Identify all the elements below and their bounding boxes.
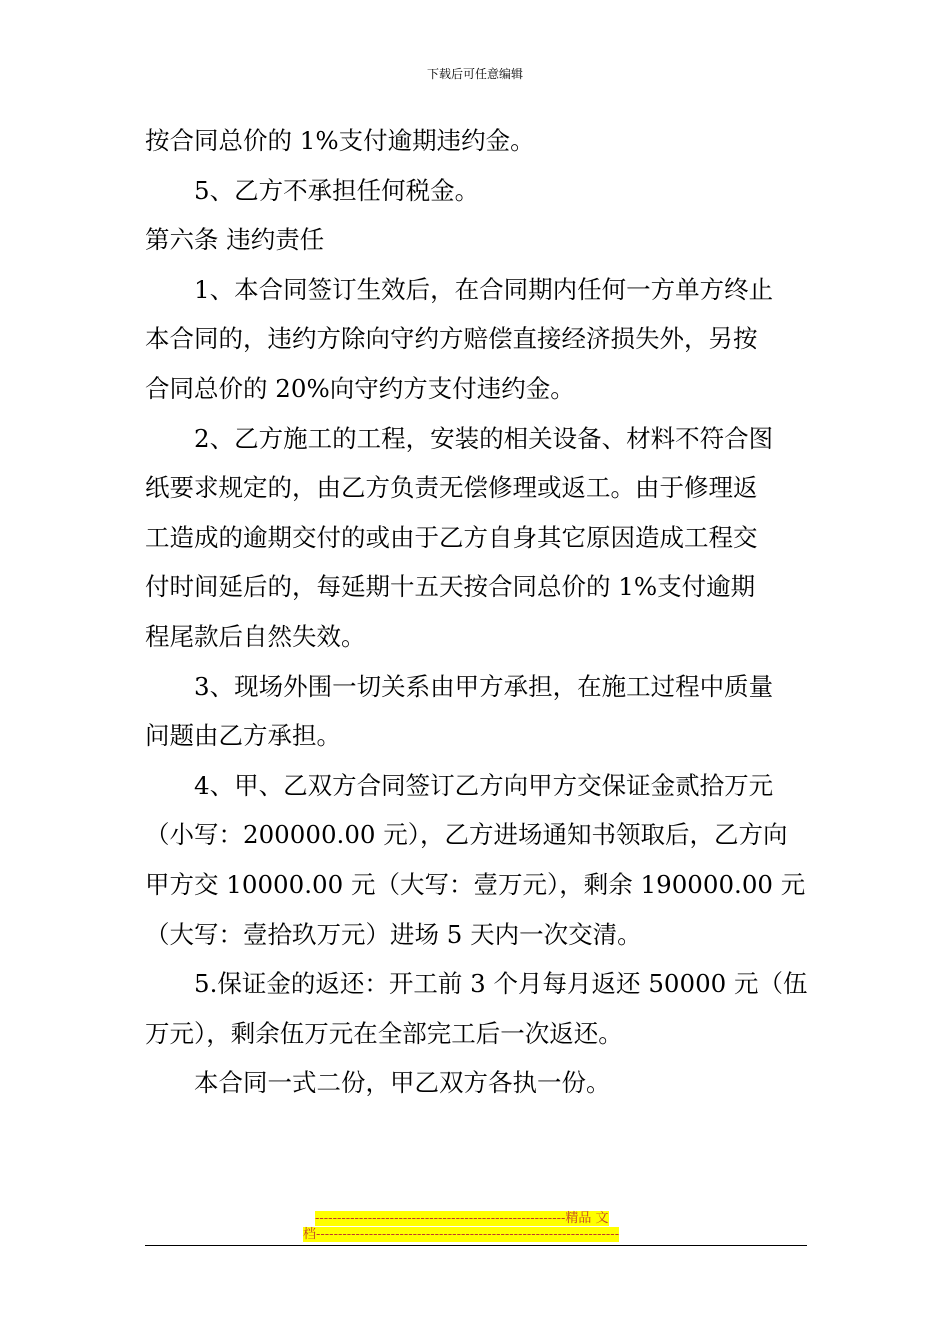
text-line: 工造成的逾期交付的或由于乙方自身其它原因造成工程交 (145, 522, 758, 552)
text-line: 第六条 违约责任 (145, 225, 325, 255)
footer-watermark-line-2: 档--------------------------------------------------------------------- (303, 1227, 620, 1242)
text-line: 按合同总价的 1%支付逾期违约金。 (145, 126, 535, 155)
text-line: 问题由乙方承担。 (145, 721, 341, 751)
text-line: （小写：200000.00 元），乙方进场通知书领取后，乙方向 (145, 820, 788, 850)
text-line: （大写：壹拾玖万元）进场 5 天内一次交清。 (145, 919, 642, 949)
page-header: 下载后可任意编辑 (426, 67, 523, 81)
contract-body (145, 116, 807, 1108)
text-line: 万元），剩余伍万元在全部完工后一次返还。 (145, 1018, 623, 1048)
text-line: 2、乙方施工的工程，安装的相关设备、材料不符合图 (194, 423, 774, 453)
text-line: 纸要求规定的，由乙方负责无偿修理或返工。由于修理返 (145, 473, 758, 503)
text-line: 合同总价的 20%向守约方支付违约金。 (145, 373, 575, 403)
text-line: 5、乙方不承担任何税金。 (194, 175, 480, 205)
text-line: 付时间延后的，每延期十五天按合同总价的 1%支付逾期 (145, 572, 756, 602)
footer-watermark-line-1: ---------------------------------------------------------精品 文 (315, 1211, 609, 1226)
footer-divider (145, 1245, 807, 1246)
text-line: 本合同一式二份，甲乙双方各执一份。 (194, 1068, 611, 1098)
text-line: 3、现场外围一切关系由甲方承担，在施工过程中质量 (194, 671, 774, 701)
text-line: 本合同的，违约方除向守约方赔偿直接经济损失外，另按 (145, 324, 758, 354)
text-line: 程尾款后自然失效。 (145, 621, 366, 651)
text-line: 5.保证金的返还：开工前 3 个月每月返还 50000 元（伍 (194, 969, 808, 999)
text-line: 4、甲、乙双方合同签订乙方向甲方交保证金贰拾万元 (194, 770, 774, 800)
footer-watermark (303, 1211, 648, 1243)
text-line: 1、本合同签订生效后，在合同期内任何一方单方终止 (194, 274, 774, 304)
text-line: 甲方交 10000.00 元（大写：壹万元），剩余 190000.00 元 (145, 869, 806, 899)
